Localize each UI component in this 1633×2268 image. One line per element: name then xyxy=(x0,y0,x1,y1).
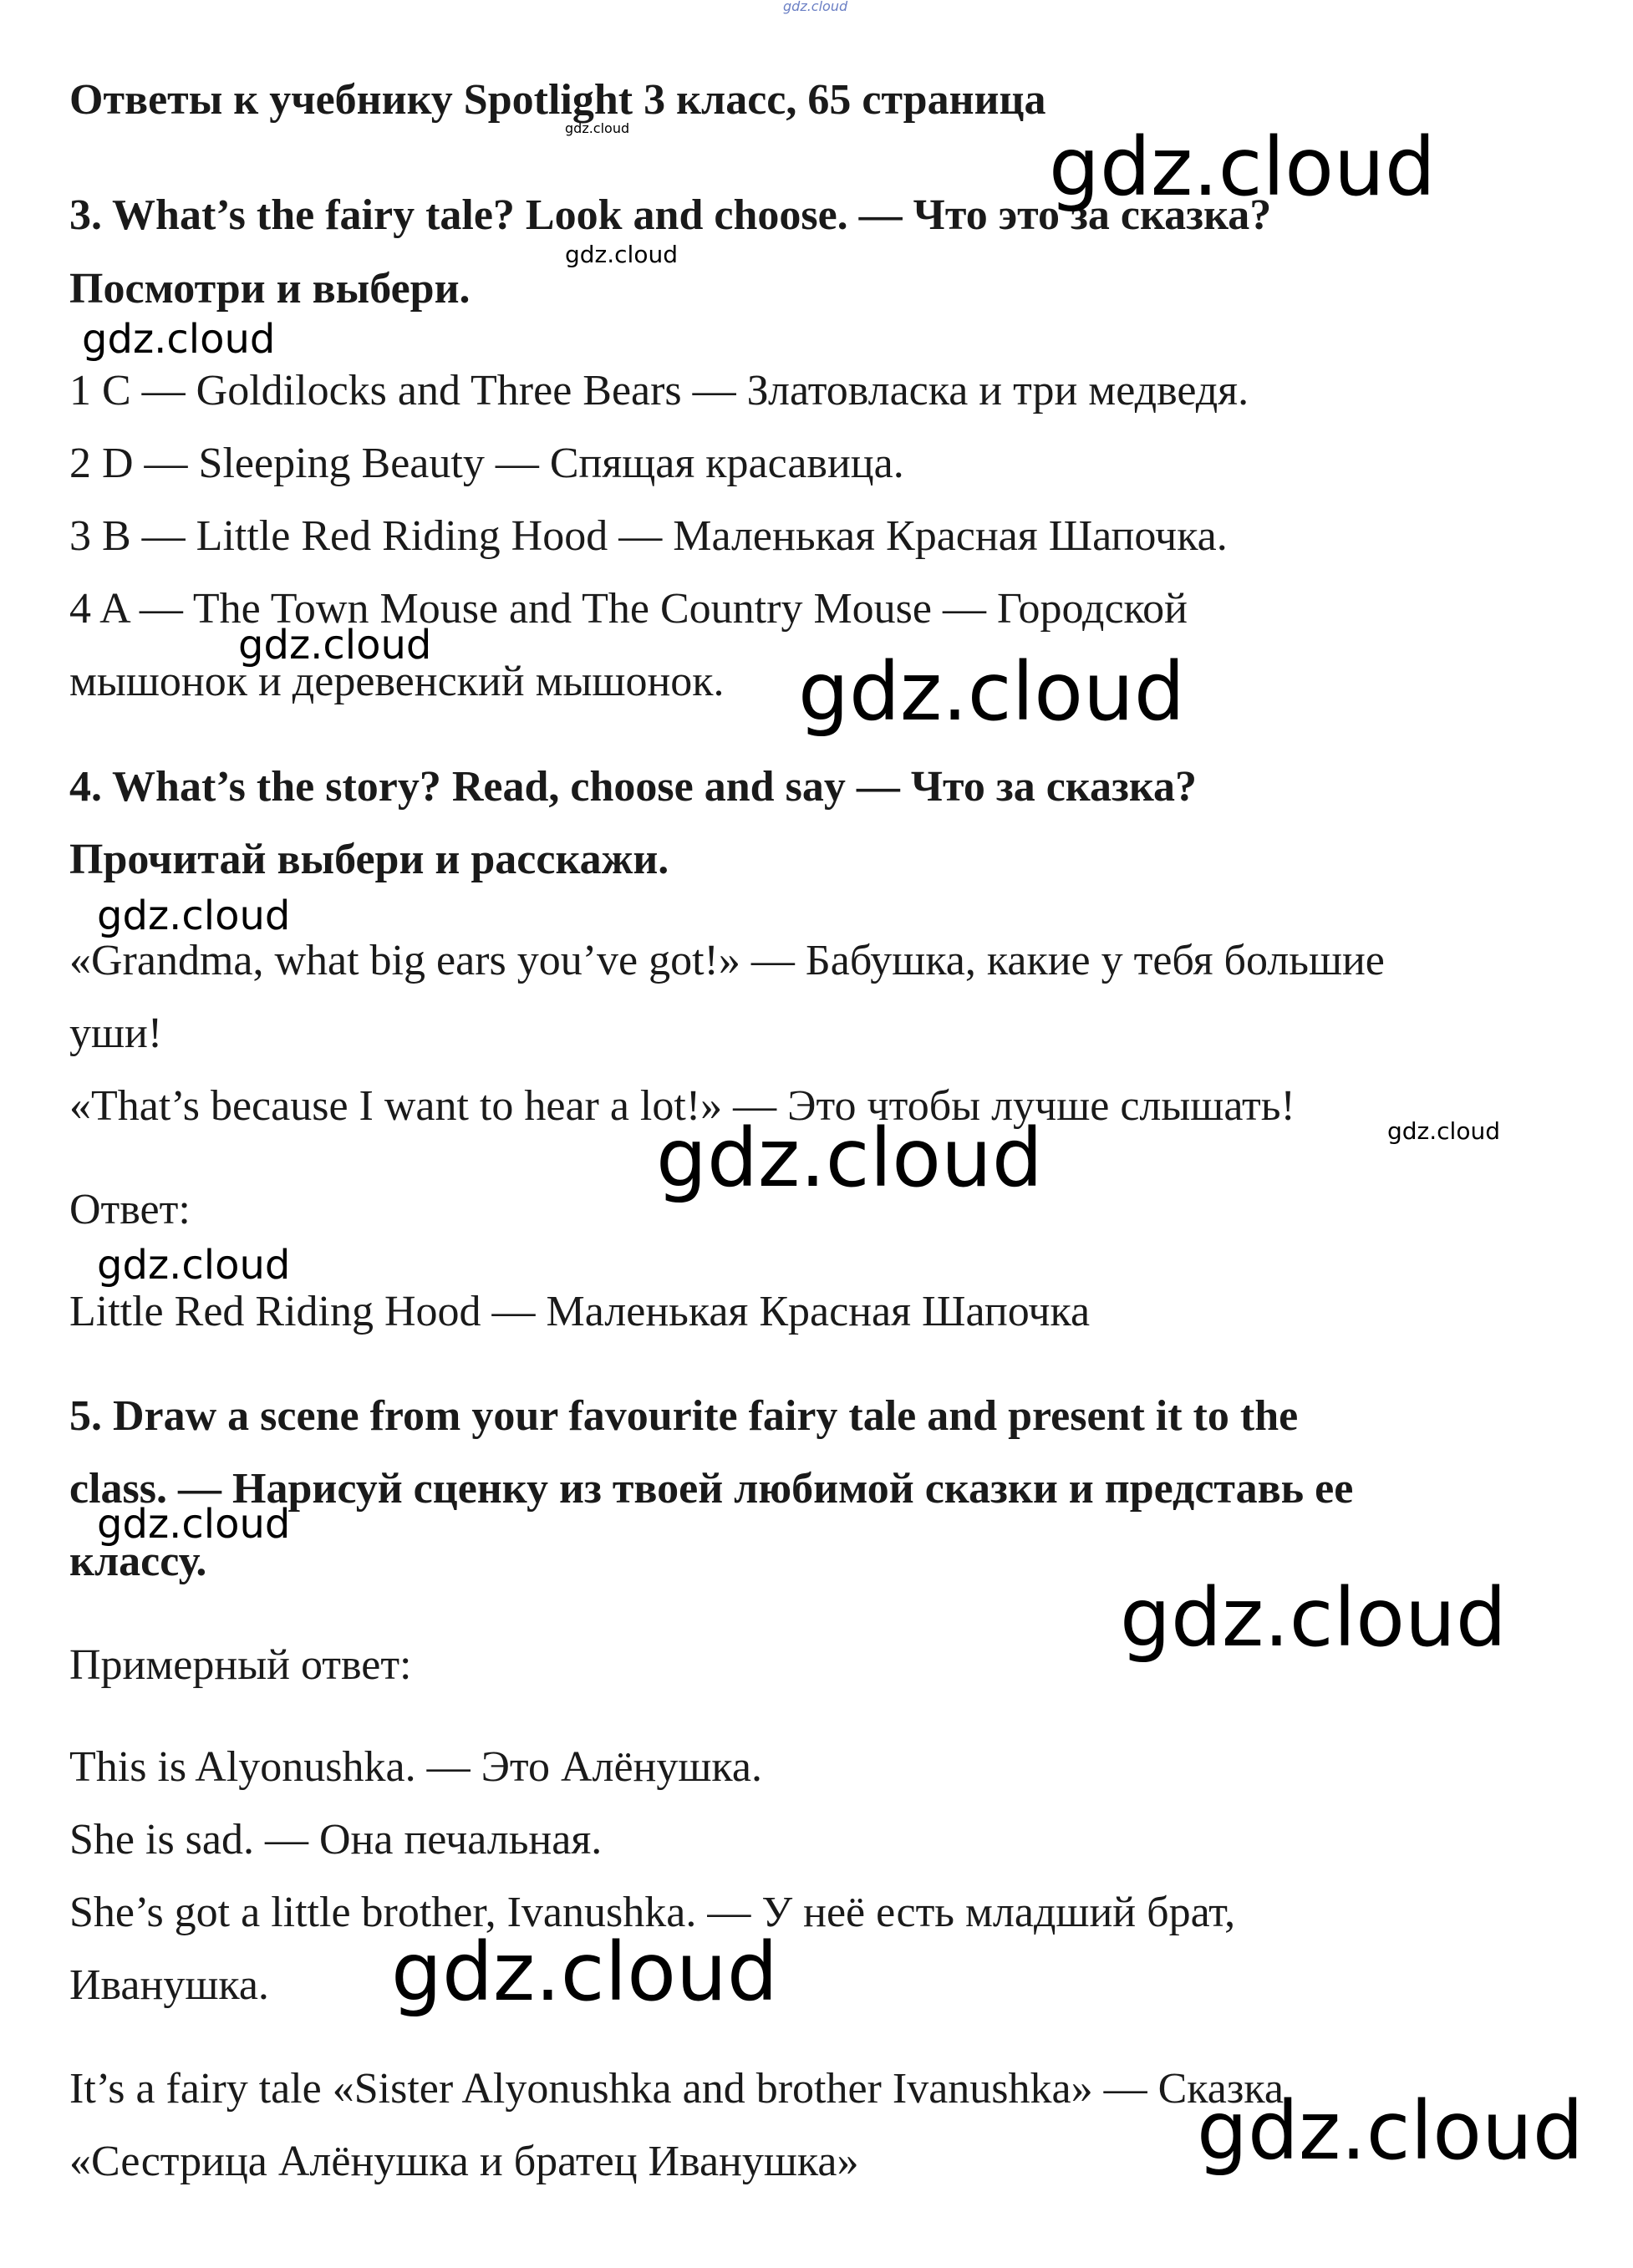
watermark: gdz.cloud xyxy=(565,120,630,136)
section-5-heading-line-2: class. — Нарисуй сценку из твоей любимой сказки и представь ее xyxy=(69,1465,1354,1513)
watermark: gdz.cloud xyxy=(1049,120,1436,214)
answer-line: This is Alyonushka. — Это Алёнушка. xyxy=(69,1743,762,1791)
watermark: gdz.cloud xyxy=(1120,1571,1507,1665)
answer-label: Ответ: xyxy=(69,1186,191,1233)
answer-line: Little Red Riding Hood — Маленькая Красная Шапочка xyxy=(69,1288,1091,1335)
answer-line: Иванушка. xyxy=(69,1961,269,2009)
answer-line: 4 A — The Town Mouse and The Country Mouse — Городской xyxy=(69,585,1188,633)
watermark: gdz.cloud xyxy=(97,1501,291,1548)
watermark: gdz.cloud xyxy=(1197,2084,1584,2178)
watermark: gdz.cloud xyxy=(656,1111,1043,1205)
watermark: gdz.cloud xyxy=(82,316,276,363)
dialogue-line: «Grandma, what big ears you’ve got!» — Бабушка, какие у тебя большие xyxy=(69,937,1385,984)
dialogue-line: уши! xyxy=(69,1009,163,1057)
watermark: gdz.cloud xyxy=(238,622,432,669)
answer-line: It’s a fairy tale «Sister Alyonushka and brother Ivanushka» — Сказка xyxy=(69,2065,1284,2113)
section-5-heading-line-1: 5. Draw a scene from your favourite fairy tale and present it to the xyxy=(69,1392,1299,1440)
answer-line: She’s got a little brother, Ivanushka. — У неё есть младший брат, xyxy=(69,1889,1236,1936)
answer-line: 2 D — Sleeping Beauty — Спящая красавица. xyxy=(69,440,904,487)
answer-line: 3 B — Little Red Riding Hood — Маленькая Красная Шапочка. xyxy=(69,512,1228,560)
section-3-heading-line-1: 3. What’s the fairy tale? Look and choose. — Что это за сказка? xyxy=(69,191,1272,239)
watermark: gdz.cloud xyxy=(565,241,678,268)
page-title: Ответы к учебнику Spotlight 3 класс, 65 страница xyxy=(69,76,1046,124)
answer-line: 1 C — Goldilocks and Three Bears — Златовласка и три медведя. xyxy=(69,367,1249,414)
watermark: gdz.cloud xyxy=(391,1925,778,2019)
section-3-heading-line-2: Посмотри и выбери. xyxy=(69,265,471,313)
watermark: gdz.cloud xyxy=(97,892,291,939)
watermark: gdz.cloud xyxy=(97,1242,291,1289)
watermark: gdz.cloud xyxy=(1387,1117,1500,1145)
answer-line: «Сестрица Алёнушка и братец Иванушка» xyxy=(69,2138,859,2185)
section-5-heading-line-3: классу. xyxy=(69,1538,207,1585)
section-4-heading-line-1: 4. What’s the story? Read, choose and say — Что за сказка? xyxy=(69,763,1198,811)
section-4-heading-line-2: Прочитай выбери и расскажи. xyxy=(69,836,669,883)
watermark: gdz.cloud xyxy=(798,645,1185,739)
dialogue-line: «That’s because I want to hear a lot!» — Это чтобы лучше слышать! xyxy=(69,1082,1295,1130)
watermark: gdz.cloud xyxy=(783,0,848,14)
answer-line: мышонок и деревенский мышонок. xyxy=(69,658,725,705)
sample-answer-label: Примерный ответ: xyxy=(69,1641,412,1689)
answer-line: She is sad. — Она печальная. xyxy=(69,1816,603,1864)
